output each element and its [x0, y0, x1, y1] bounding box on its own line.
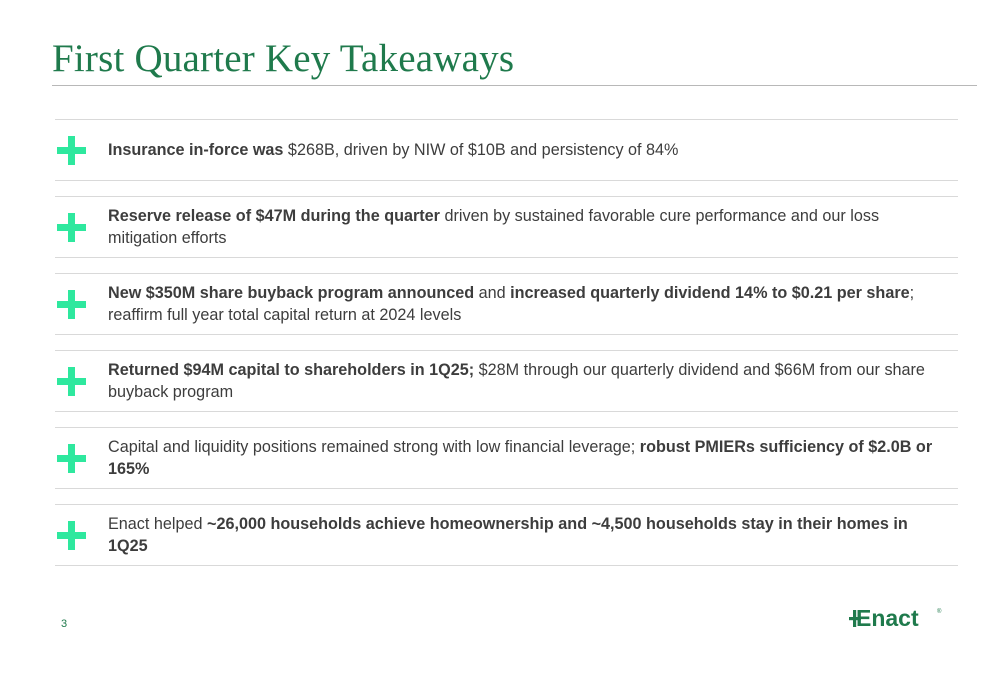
bold-text-segment: robust PMIERs sufficiency of $2.0B or 165%	[108, 438, 933, 478]
item-divider	[55, 411, 958, 412]
takeaway-item	[55, 273, 958, 334]
enact-logo	[849, 604, 944, 630]
bold-text-segment: Insurance in-force was	[108, 141, 284, 159]
text-segment: and	[474, 284, 511, 302]
takeaway-item	[55, 119, 958, 180]
item-divider	[55, 427, 958, 428]
text-segment: Enact helped	[108, 515, 207, 533]
bold-text-segment: Reserve release of $47M during the quarter	[108, 207, 440, 225]
takeaway-text	[108, 282, 948, 326]
item-divider	[55, 257, 958, 258]
item-divider	[55, 488, 958, 489]
logo-registered-mark: ®	[937, 609, 942, 615]
text-segment: ; reaffirm full year total capital return at 2024 levels	[108, 284, 915, 324]
item-divider	[55, 334, 958, 335]
plus-icon	[57, 444, 86, 473]
takeaway-text	[108, 513, 948, 557]
item-divider	[55, 350, 958, 351]
text-segment: $268B, driven by NIW of $10B and persistency of 84%	[283, 141, 679, 159]
bold-text-segment: increased quarterly dividend 14% to $0.21 per share	[510, 284, 910, 302]
plus-icon	[57, 290, 86, 319]
item-divider	[55, 273, 958, 274]
takeaway-item	[55, 196, 958, 257]
item-divider	[55, 119, 958, 120]
item-divider	[55, 196, 958, 197]
takeaway-text	[108, 205, 948, 249]
plus-icon	[57, 521, 86, 550]
page-number: 3	[61, 618, 68, 630]
logo-text: Enact	[856, 605, 919, 630]
takeaway-text	[108, 359, 948, 403]
takeaway-text	[108, 436, 948, 480]
bold-text-segment: ~26,000 households achieve homeownership and ~4,500 households stay in their homes in 1Q25	[108, 515, 908, 555]
plus-icon	[57, 213, 86, 242]
bold-text-segment: New $350M share buyback program announced	[108, 284, 475, 302]
plus-icon	[57, 136, 86, 165]
takeaway-text	[108, 139, 948, 161]
bold-text-segment: Returned $94M capital to shareholders in 1Q25;	[108, 361, 475, 379]
text-segment: Capital and liquidity positions remained strong with low financial leverage;	[108, 438, 640, 456]
item-divider	[55, 504, 958, 505]
text-segment: driven by sustained favorable cure performance and our loss mitigation efforts	[108, 207, 880, 247]
takeaway-item	[55, 350, 958, 411]
text-segment: $28M through our quarterly dividend and $66M from our share buyback program	[108, 361, 925, 401]
item-divider	[55, 565, 958, 566]
takeaway-item	[55, 504, 958, 565]
title-divider	[52, 85, 977, 86]
takeaway-item	[55, 427, 958, 488]
item-divider	[55, 180, 958, 181]
page-title: First Quarter Key Takeaways	[52, 37, 515, 80]
plus-icon	[57, 367, 86, 396]
